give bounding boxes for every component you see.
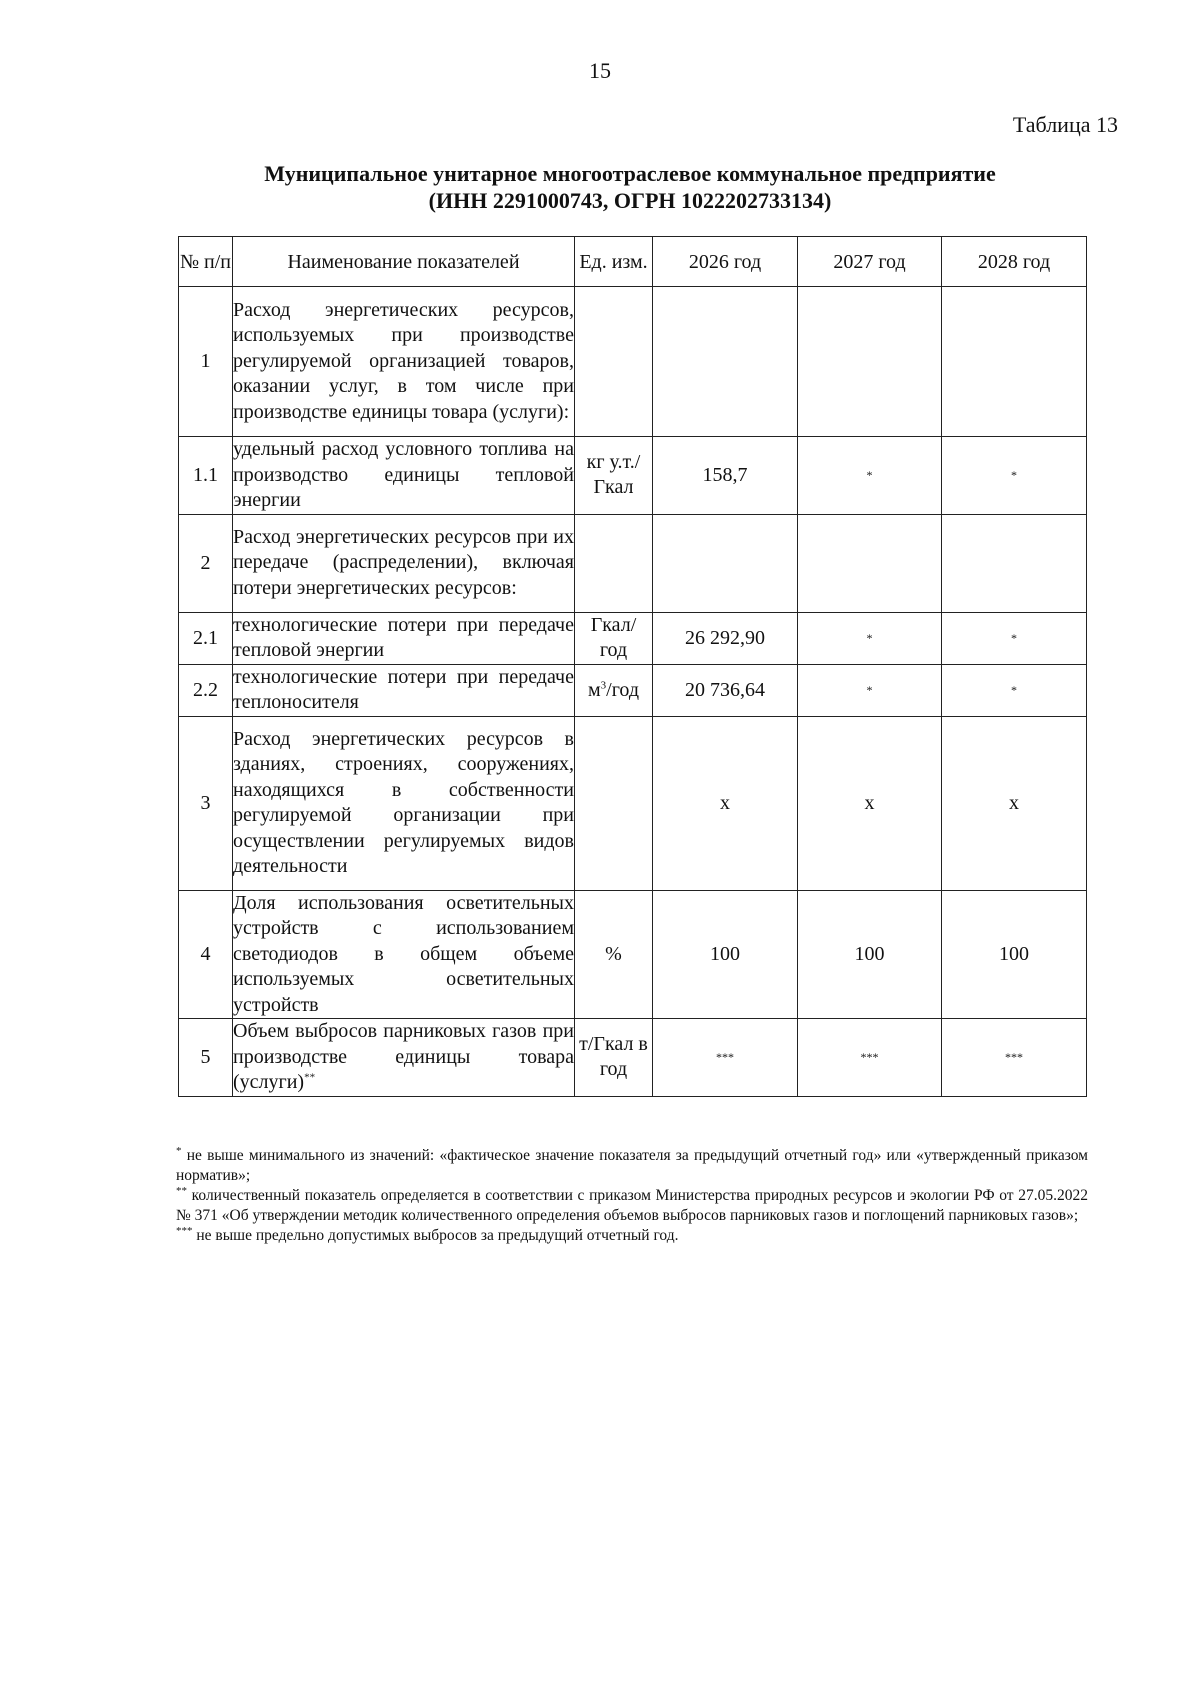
unit-base: м	[587, 678, 601, 701]
footnote-mark: ***	[176, 1224, 193, 1237]
footnote-mark: *	[176, 1144, 182, 1157]
unit-tail: /год	[606, 678, 640, 701]
table-row	[179, 1019, 1087, 1097]
row-name	[233, 1019, 575, 1097]
row-unit	[575, 287, 653, 437]
row-value-2028: *	[942, 664, 1087, 716]
row-num: 2	[179, 514, 233, 612]
table-row	[179, 612, 1087, 664]
indicators-table	[178, 236, 1087, 1097]
title-line-1: Муниципальное унитарное многоотраслевое коммунальное предприятие	[264, 161, 996, 186]
row-unit: т/Гкал в год	[575, 1019, 653, 1097]
page-number: 15	[589, 58, 611, 83]
row-name-text: Объем выбросов парниковых газов при производстве единицы товара (услуги)	[233, 1020, 574, 1093]
row-value-2026: 26 292,90	[653, 612, 798, 664]
row-num: 1	[179, 287, 233, 437]
row-name-footnote-mark: **	[304, 1071, 316, 1084]
row-value-2026: ***	[653, 1019, 798, 1097]
row-num: 1.1	[179, 437, 233, 515]
title-line-2: (ИНН 2291000743, ОГРН 1022202733134)	[428, 188, 832, 213]
row-value-2027: 100	[798, 890, 942, 1019]
row-value-2027: *	[798, 612, 942, 664]
table-label: Таблица 13	[1012, 112, 1118, 137]
row-value-2027: ***	[798, 1019, 942, 1097]
row-value-2028: ***	[942, 1019, 1087, 1097]
row-name: Расход энергетических ресурсов при их передаче (распределении), включая потери энергетических ресурсов:	[233, 514, 575, 612]
header-num: № п/п	[179, 237, 233, 287]
table-row	[179, 664, 1087, 716]
row-value-2028	[942, 287, 1087, 437]
footnote-1	[176, 1146, 1088, 1186]
row-value-2027	[798, 514, 942, 612]
table-row	[179, 437, 1087, 515]
row-num: 4	[179, 890, 233, 1019]
row-value-2027: х	[798, 716, 942, 890]
row-value-2026	[653, 514, 798, 612]
row-name: технологические потери при передаче тепловой энергии	[233, 612, 575, 664]
row-unit	[575, 514, 653, 612]
row-name: Расход энергетических ресурсов, используемых при производстве регулируемой организацией товаров, оказании услуг, в том числе при производстве единицы товара (услуги):	[233, 287, 575, 437]
row-value-2027	[798, 287, 942, 437]
row-value-2027: *	[798, 437, 942, 515]
row-value-2028: х	[942, 716, 1087, 890]
footnote-text: количественный показатель определяется в соответствии с приказом Министерства природных ресурсов и экологии РФ от 27.05.2022 № 371 «Об утверждении методик количественного определения объемов выбросов парниковых газов и поглощений парниковых газов»;	[176, 1187, 1088, 1224]
row-num: 5	[179, 1019, 233, 1097]
row-value-2028	[942, 514, 1087, 612]
row-value-2026: 158,7	[653, 437, 798, 515]
row-unit	[575, 664, 653, 716]
table-row	[179, 716, 1087, 890]
footnote-text: не выше минимального из значений: «фактическое значение показателя за предыдущий отчетный год» или «утвержденный приказом норматив»;	[176, 1147, 1088, 1184]
table-row	[179, 287, 1087, 437]
row-unit: Гкал/ год	[575, 612, 653, 664]
table-row	[179, 514, 1087, 612]
row-unit: кг у.т./ Гкал	[575, 437, 653, 515]
row-unit: %	[575, 890, 653, 1019]
unit-superscript: 3	[600, 678, 607, 691]
footnote-2	[176, 1186, 1088, 1226]
header-unit: Ед. изм.	[575, 237, 653, 287]
footnote-text: не выше предельно допустимых выбросов за предыдущий отчетный год.	[192, 1227, 679, 1244]
footnote-3	[176, 1226, 1088, 1246]
row-name: удельный расход условного топлива на производство единицы тепловой энергии	[233, 437, 575, 515]
row-value-2026	[653, 287, 798, 437]
header-2026: 2026 год	[653, 237, 798, 287]
row-value-2028: *	[942, 612, 1087, 664]
footnotes	[176, 1146, 1088, 1246]
document-title	[170, 160, 1090, 214]
row-name: Расход энергетических ресурсов в зданиях, строениях, сооружениях, находящихся в собственности регулируемой организации при осуществлении регулируемых видов деятельности	[233, 716, 575, 890]
header-name: Наименование показателей	[233, 237, 575, 287]
header-2028: 2028 год	[942, 237, 1087, 287]
row-value-2026: 100	[653, 890, 798, 1019]
row-num: 3	[179, 716, 233, 890]
row-num: 2.2	[179, 664, 233, 716]
table-header-row	[179, 237, 1087, 287]
table-row	[179, 890, 1087, 1019]
row-name: технологические потери при передаче теплоносителя	[233, 664, 575, 716]
row-value-2026: 20 736,64	[653, 664, 798, 716]
row-value-2028: *	[942, 437, 1087, 515]
row-num: 2.1	[179, 612, 233, 664]
row-value-2027: *	[798, 664, 942, 716]
row-value-2028: 100	[942, 890, 1087, 1019]
row-name: Доля использования осветительных устройств с использованием светодиодов в общем объеме используемых осветительных устройств	[233, 890, 575, 1019]
header-2027: 2027 год	[798, 237, 942, 287]
row-value-2026: х	[653, 716, 798, 890]
footnote-mark: **	[176, 1184, 187, 1197]
row-unit	[575, 716, 653, 890]
